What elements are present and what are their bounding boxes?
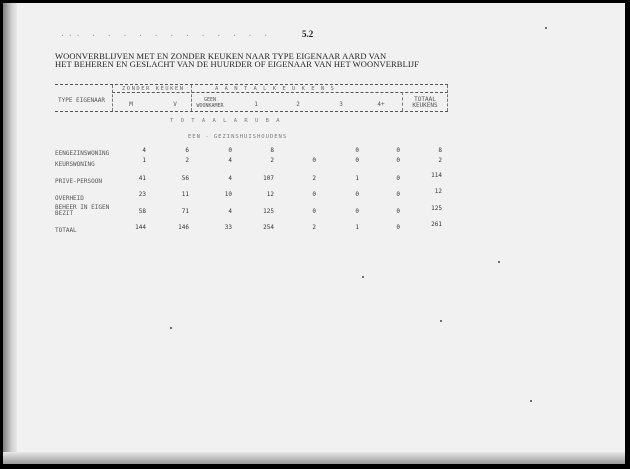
table-title-line-2: HET BEHEREN EN GESLACHT VAN DE HUURDER OF EIGENAAR VAN HET WOONVERBLIJF [55,59,420,69]
row-header-type-owner: TYPE EIGENAAR [58,97,105,104]
cell: 0 [312,157,316,164]
col-header-2: 2 [296,101,300,108]
scan-speck [498,261,500,263]
cell: 1 [355,224,359,231]
cell: 2 [438,157,442,164]
table-group-rule [112,92,448,93]
cell: 4 [228,157,232,164]
cell: 0 [396,191,400,198]
cell: 0 [312,208,316,215]
cell: 2 [185,157,189,164]
scan-speck [545,27,547,29]
table-divider [447,85,448,111]
cell: 33 [224,224,232,231]
page-binding-shadow [3,3,17,463]
cell: 0 [396,208,400,215]
table-divider [112,85,113,111]
group-header-kitchen-count: A A N T A L K E U K E N S [215,86,336,92]
cell: 12 [266,191,274,198]
cell: 0 [355,208,359,215]
col-header-m: M [129,101,133,108]
table-divider [402,92,403,111]
cell: 8 [438,147,442,154]
cell: 8 [270,147,274,154]
cell: 71 [181,208,189,215]
col-header-3: 3 [339,101,343,108]
row-label: KEURSWONING [55,161,95,168]
scan-speck [440,320,442,322]
cell: 0 [228,147,232,154]
cell: 4 [228,175,232,182]
row-label: TOTAAL [55,227,77,234]
cell: 0 [396,157,400,164]
scan-speck [362,276,364,278]
group-header-without-kitchen: ZONDER KEUKEN [122,86,185,92]
cell: 2 [312,175,316,182]
scan-speck [170,327,172,329]
cell: 146 [178,224,189,231]
cell: 12 [434,188,442,195]
cell: 2 [312,224,316,231]
cell: 0 [396,147,400,154]
cell: 0 [312,191,316,198]
cell: 261 [431,221,442,228]
cell: 0 [355,191,359,198]
cell: 23 [138,191,146,198]
cell: 6 [185,147,189,154]
cell: 10 [224,191,232,198]
section-subtitle: EEN - GEZINSHUISHOUDENS [188,134,288,140]
document-page [3,3,625,463]
cell: 0 [396,224,400,231]
col-header-1: 1 [254,101,258,108]
col-header-4plus: 4+ [377,101,385,108]
table-header-bottom-rule [55,111,448,112]
table-top-rule [55,84,448,85]
cell: 125 [263,208,274,215]
row-label: OVERHEID [55,195,84,202]
scan-speck [530,400,532,402]
cell: 144 [135,224,146,231]
cell: 254 [263,224,274,231]
cell: 0 [355,157,359,164]
cell: 11 [181,191,189,198]
page-bottom-edge [3,452,625,464]
cell: 56 [181,175,189,182]
cell: 1 [142,157,146,164]
cell: 0 [396,175,400,182]
cell: 1 [355,175,359,182]
col-header-geen-woonkamer: GEEN WOONKAMER [196,97,224,109]
col-header-total-kitchens: TOTAAL KEUKENS [412,96,438,109]
cell: 107 [263,175,274,182]
section-title: T O T A A L A R U B A [170,118,282,124]
cell: 58 [138,208,146,215]
row-label: BEHEER IN EIGEN BEZIT [55,204,110,217]
row-label: PRIVE-PERSOON [55,178,102,185]
row-label: EENGEZINSWONING [55,150,110,157]
cell: 0 [355,147,359,154]
cell: 114 [431,172,442,179]
cell: 4 [142,147,146,154]
col-header-v: V [173,101,177,108]
table-number: 5.2 [302,29,314,39]
table-title-line-1: WOONVERBLIJVEN MET EN ZONDER KEUKEN NAAR TYPE EIGENAAR AARD VAN [55,51,387,61]
cell: 4 [228,208,232,215]
cell: 2 [270,157,274,164]
faded-header-text: ... . . . . . . . . . . . . [60,29,272,38]
cell: 125 [431,205,442,212]
cell: 41 [138,175,146,182]
table-divider [191,85,192,111]
